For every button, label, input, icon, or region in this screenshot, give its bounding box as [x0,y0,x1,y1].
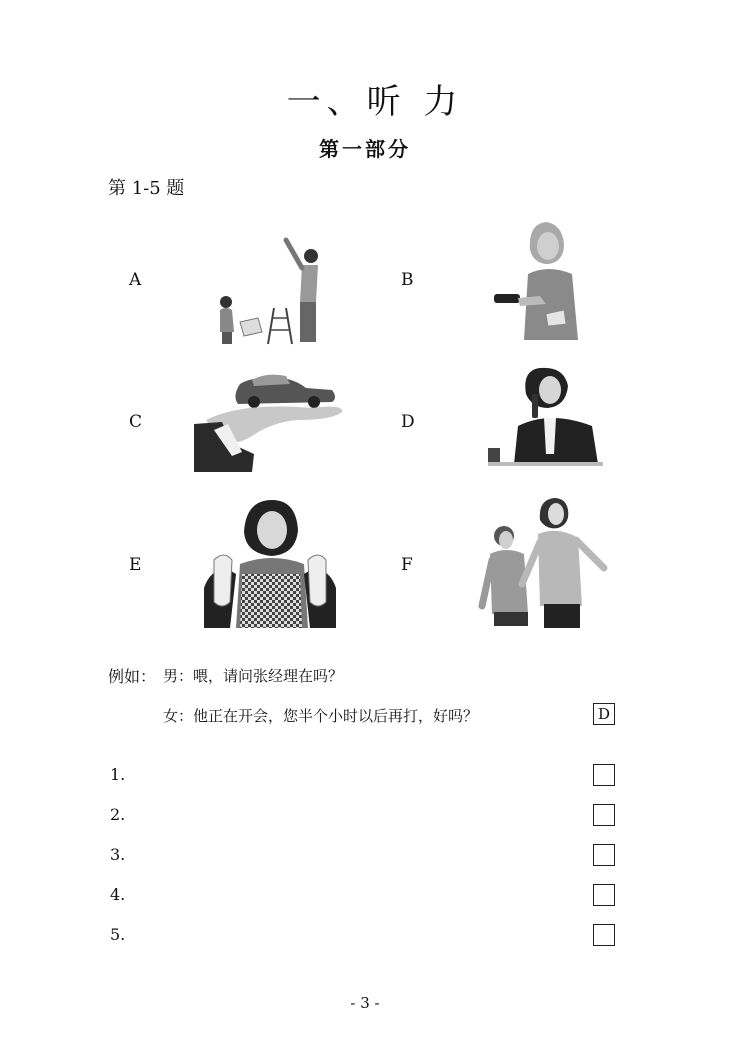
answer-box-1[interactable] [593,764,615,786]
answer-box-4[interactable] [593,884,615,906]
answer-box-5[interactable] [593,924,615,946]
example-prefix: 例如： [108,667,157,686]
question-number: 1. [110,765,126,784]
answer-box-2[interactable] [593,804,615,826]
picture-e [200,498,340,630]
option-label-e: E [129,555,142,575]
example-line-woman: 女：他正在开会，您半个小时以后再打，好吗？ [163,707,479,725]
section-title: 第一部分 [319,137,411,161]
page-number: - 3 - [350,994,380,1012]
picture-d [488,364,603,474]
option-label-a: A [129,270,142,290]
option-label-c: C [129,412,143,432]
picture-f [478,496,613,631]
option-label-b: B [401,270,414,290]
option-label-d: D [401,412,415,432]
example-line-man: 男：喂，请问张经理在吗？ [163,667,344,685]
question-number: 2. [110,805,126,824]
question-number: 3. [110,845,126,864]
question-number: 5. [110,925,126,944]
option-label-f: F [401,555,413,575]
page-title: 一、听 力 [286,82,464,122]
picture-b [488,218,598,343]
answer-box-3[interactable] [593,844,615,866]
example-answer-box: D [593,703,615,725]
question-number: 4. [110,885,126,904]
picture-c [192,372,347,474]
question-range: 第 1-5 题 [108,178,185,199]
picture-a [210,232,325,347]
